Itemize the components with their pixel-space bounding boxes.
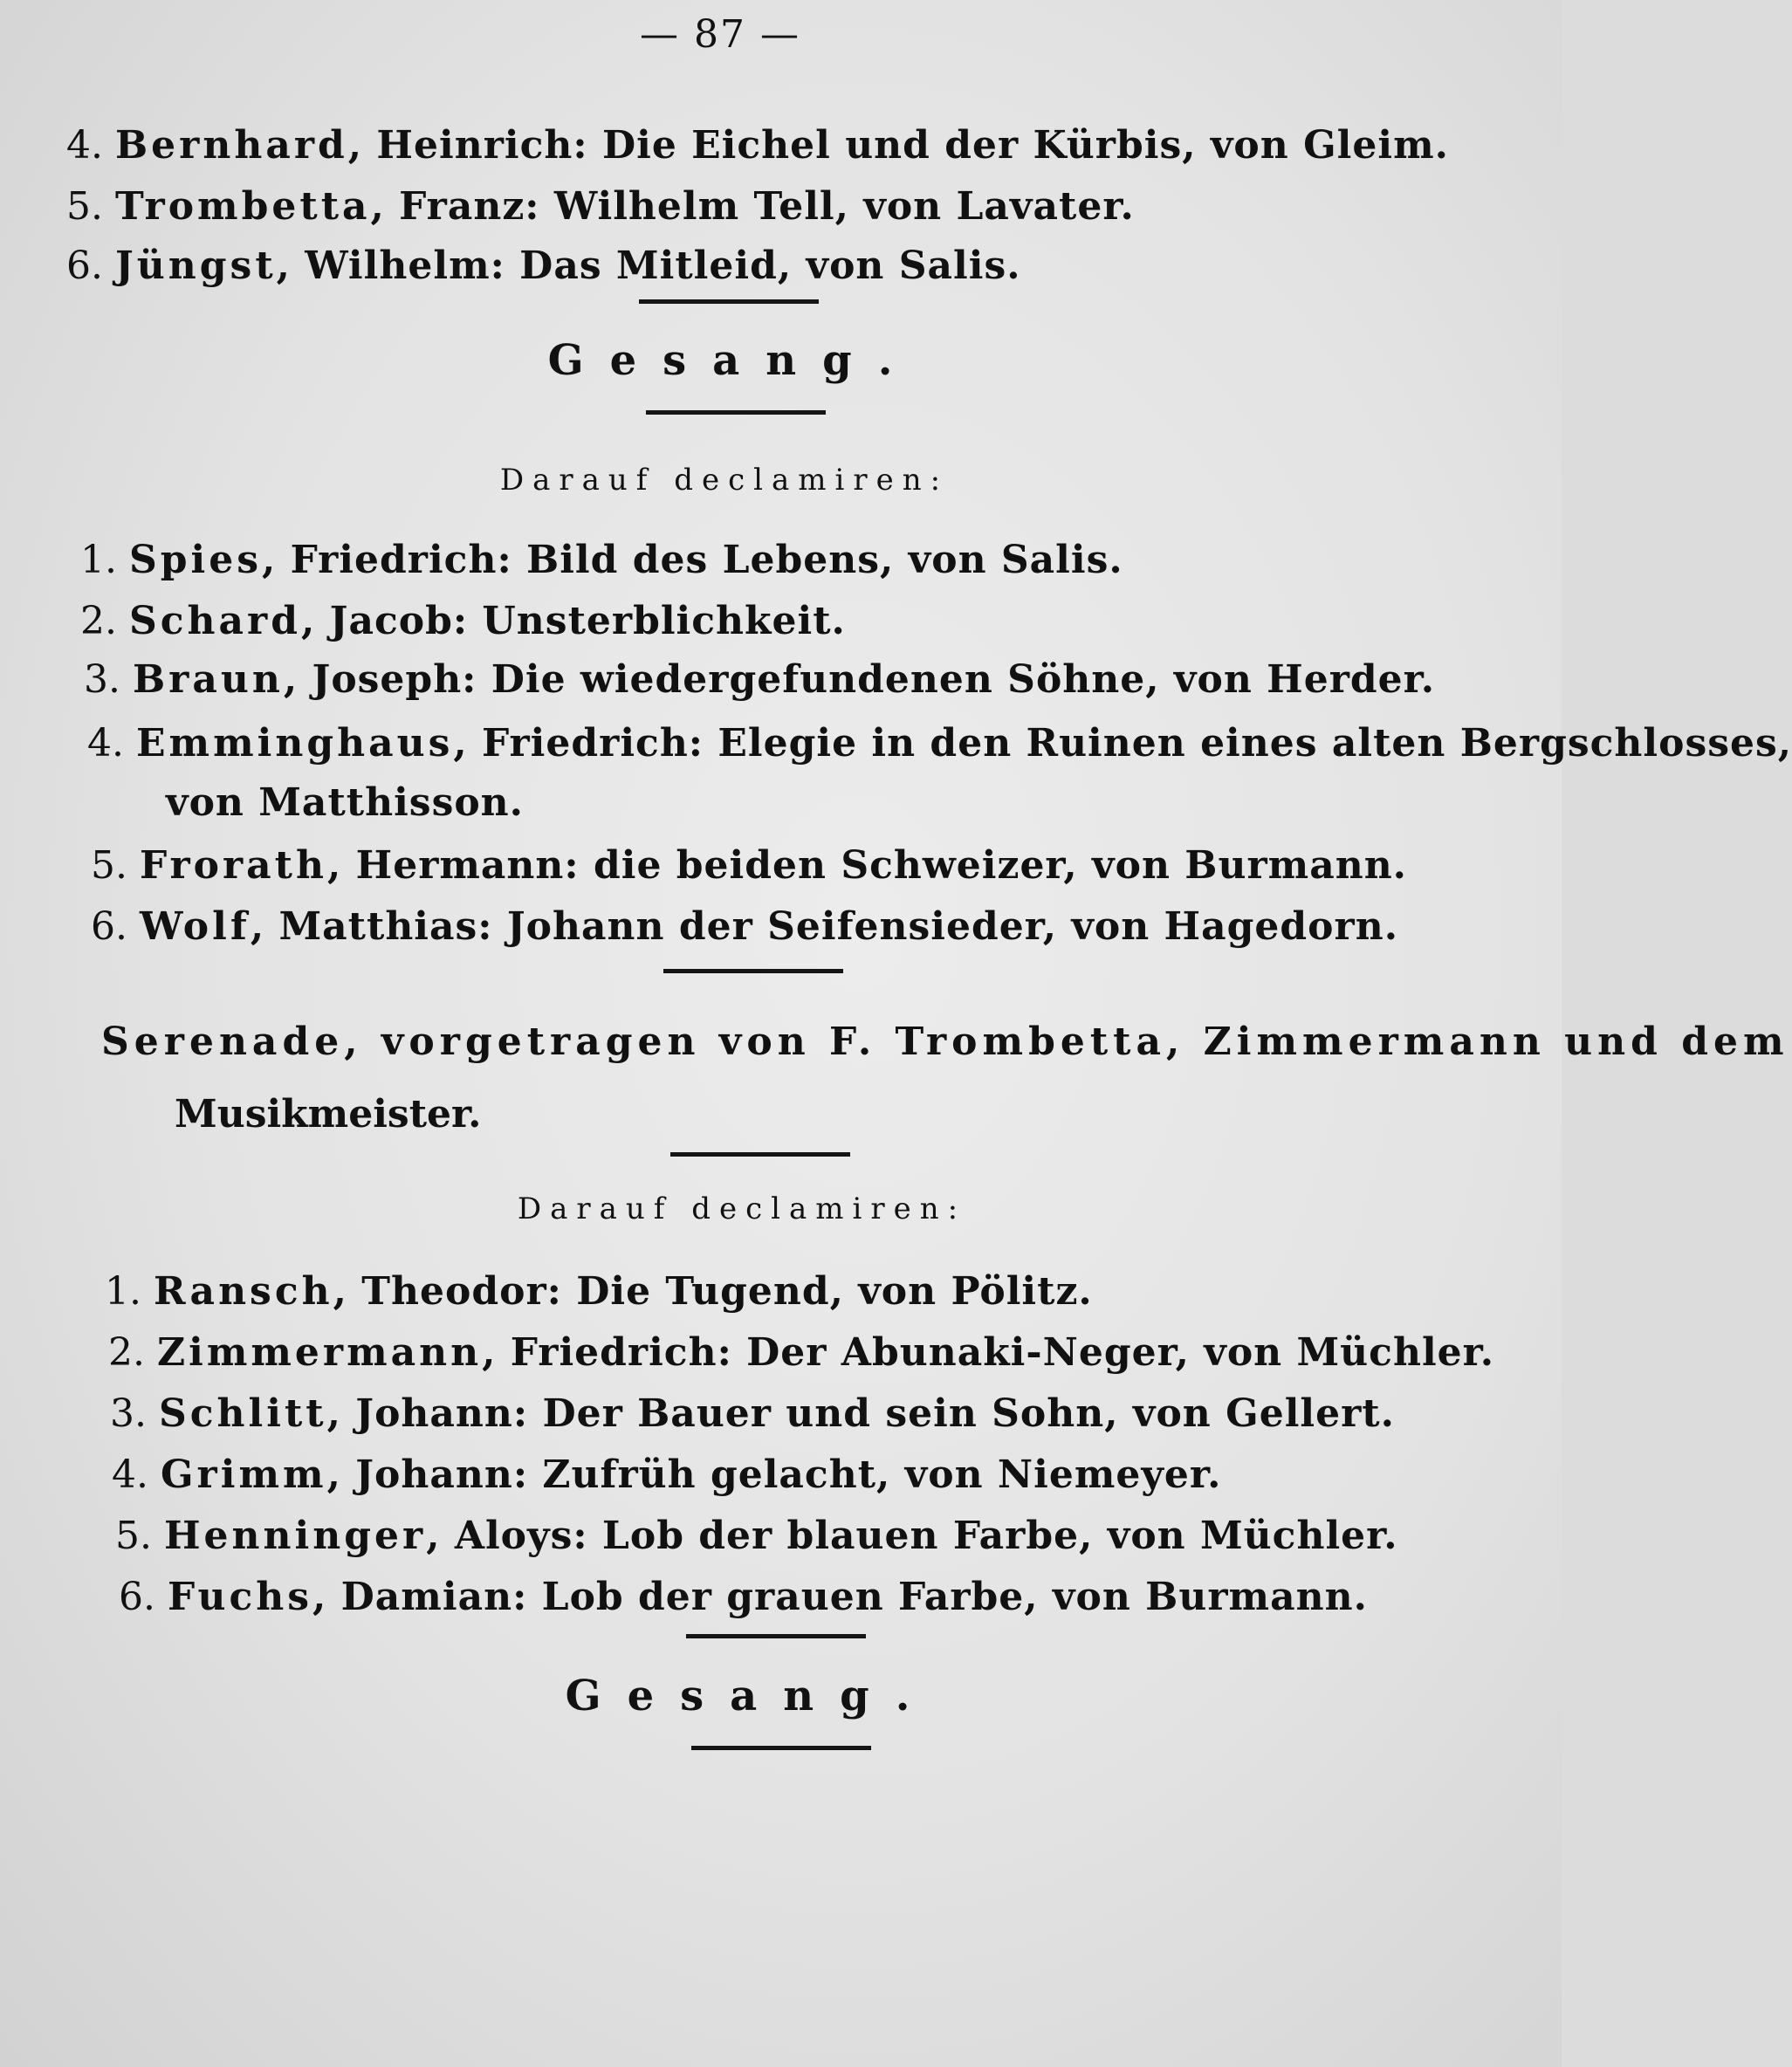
divider xyxy=(639,299,819,304)
list-item: 5. Trombetta, Franz: Wilhelm Tell, von Lavater. xyxy=(66,184,1135,229)
list-item: 4. Emminghaus, Friedrich: Elegie in den Ruinen eines alten Bergschlosses, xyxy=(87,721,1792,766)
darauf-heading: Darauf declamiren: xyxy=(499,463,950,498)
list-item: 2. Zimmermann, Friedrich: Der Abunaki-Neger, von Müchler. xyxy=(108,1330,1495,1375)
list-item: 1. Spies, Friedrich: Bild des Lebens, von Salis. xyxy=(80,538,1123,582)
divider xyxy=(646,410,826,415)
divider xyxy=(670,1152,850,1157)
list-item: 3. Schlitt, Johann: Der Bauer und sein Sohn, von Gellert. xyxy=(110,1391,1395,1436)
list-item: 1. Ransch, Theodor: Die Tugend, von Pölitz. xyxy=(105,1269,1093,1314)
page-number: — 87 — xyxy=(640,12,800,57)
divider xyxy=(691,1746,871,1750)
divider xyxy=(663,969,843,973)
gesang-heading: Gesang. xyxy=(547,336,919,385)
darauf-heading: Darauf declamiren: xyxy=(517,1191,967,1226)
list-item: 4. Grimm, Johann: Zufrüh gelacht, von Niemeyer. xyxy=(112,1452,1222,1497)
list-item: 6. Jüngst, Wilhelm: Das Mitleid, von Salis. xyxy=(66,244,1021,288)
list-item: 6. Fuchs, Damian: Lob der grauen Farbe, von Burmann. xyxy=(119,1575,1368,1619)
serenade-line: Serenade, vorgetragen von F. Trombetta, Zimmermann und dem xyxy=(101,1020,1789,1064)
list-item: 6. Wolf, Matthias: Johann der Seifensieder, von Hagedorn. xyxy=(91,904,1399,949)
gesang-heading: Gesang. xyxy=(565,1672,937,1720)
list-item: 4. Bernhard, Heinrich: Die Eichel und der Kürbis, von Gleim. xyxy=(66,123,1449,168)
divider xyxy=(686,1634,866,1638)
list-item: 5. Henninger, Aloys: Lob der blauen Farbe, von Müchler. xyxy=(115,1514,1398,1558)
list-item: 2. Schard, Jacob: Unsterblichkeit. xyxy=(80,599,846,643)
serenade-line: Musikmeister. xyxy=(175,1092,482,1137)
list-item: 5. Frorath, Hermann: die beiden Schweizer, von Burmann. xyxy=(91,843,1408,888)
list-item: 3. Braun, Joseph: Die wiedergefundenen Söhne, von Herder. xyxy=(84,657,1436,702)
list-item-continuation: von Matthisson. xyxy=(166,780,524,825)
